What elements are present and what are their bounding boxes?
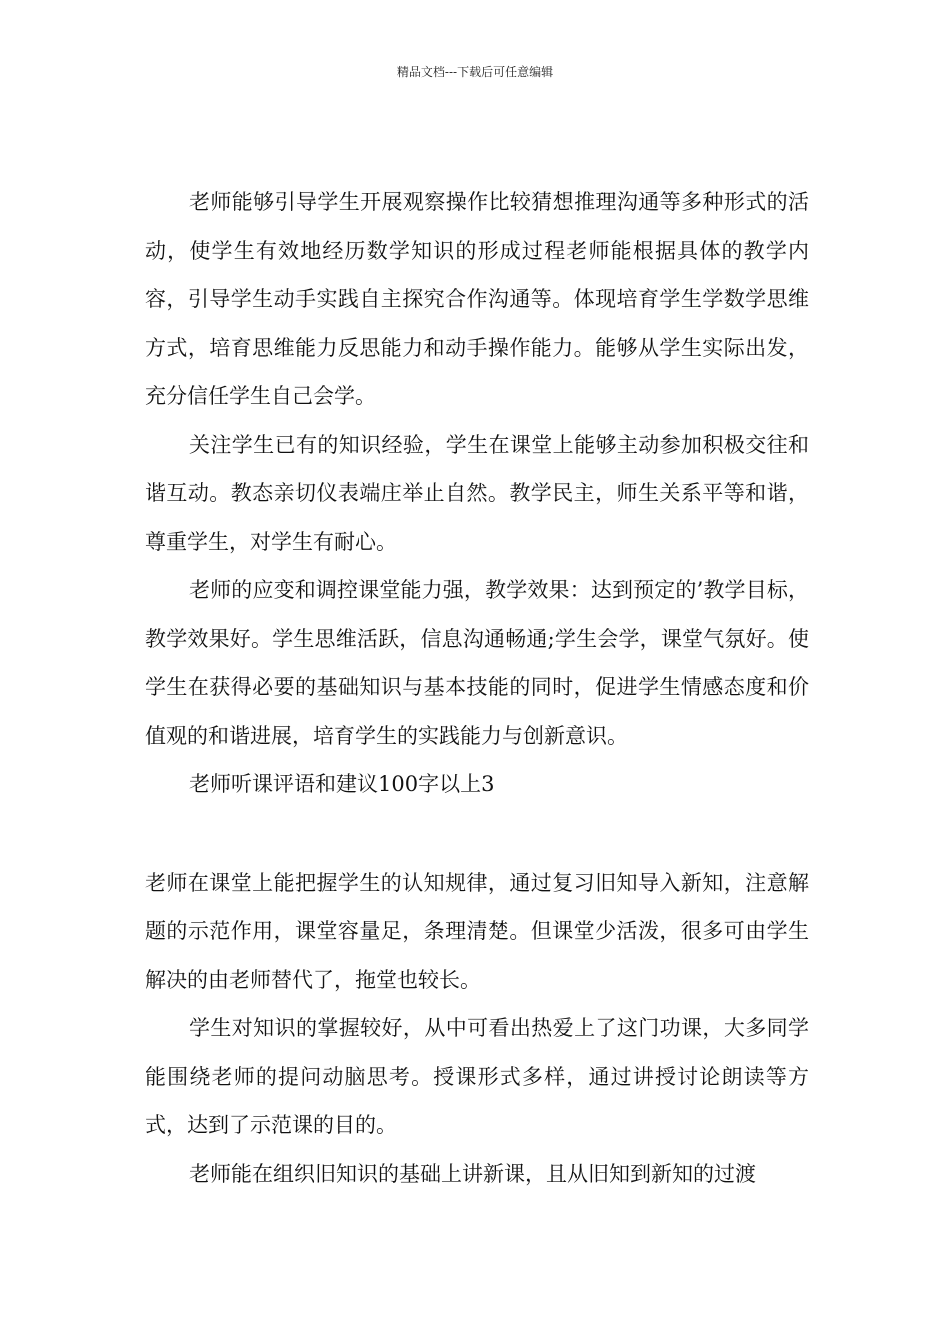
- paragraph-6: 老师能在组织旧知识的基础上讲新课，且从旧知到新知的过渡: [189, 1161, 756, 1186]
- section-heading: 老师听课评语和建议100字以上3: [189, 772, 495, 796]
- paragraph-2: 关注学生已有的知识经验，学生在课堂上能够主动参加积极交往和谐互动。教态亲切仪表端庄举止自然。教学民主，师生关系平等和谐，尊重学生，对学生有耐心。: [145, 432, 809, 554]
- page-header: 精品文档---下载后可任意编辑: [396, 65, 554, 79]
- paragraph-1: 老师能够引导学生开展观察操作比较猜想推理沟通等多种形式的活动，使学生有效地经历数学知识的形成过程老师能根据具体的教学内容，引导学生动手实践自主探究合作沟通等。体现培育学生学数学思维方式，培育思维能力反思能力和动手操作能力。能够从学生实际出发，充分信任学生自己会学。: [145, 190, 809, 408]
- paragraph-3: 老师的应变和调控课堂能力强，教学效果：达到预定的’教学目标，教学效果好。学生思维活跃，信息沟通畅通;学生会学，课堂气氛好。使学生在获得必要的基础知识与基本技能的同时，促进学生情感态度和价值观的和谐进展，培育学生的实践能力与创新意识。: [145, 578, 809, 748]
- document-body: [145, 178, 809, 1198]
- paragraph-5: 学生对知识的掌握较好，从中可看出热爱上了这门功课，大多同学能围绕老师的提问动脑思考。授课形式多样，通过讲授讨论朗读等方式，达到了示范课的目的。: [145, 1016, 809, 1137]
- paragraph-4: 老师在课堂上能把握学生的认知规律，通过复习旧知导入新知，注意解题的示范作用，课堂容量足，条理清楚。但课堂少活泼，很多可由学生解决的由老师替代了，拖堂也较长。: [145, 870, 809, 992]
